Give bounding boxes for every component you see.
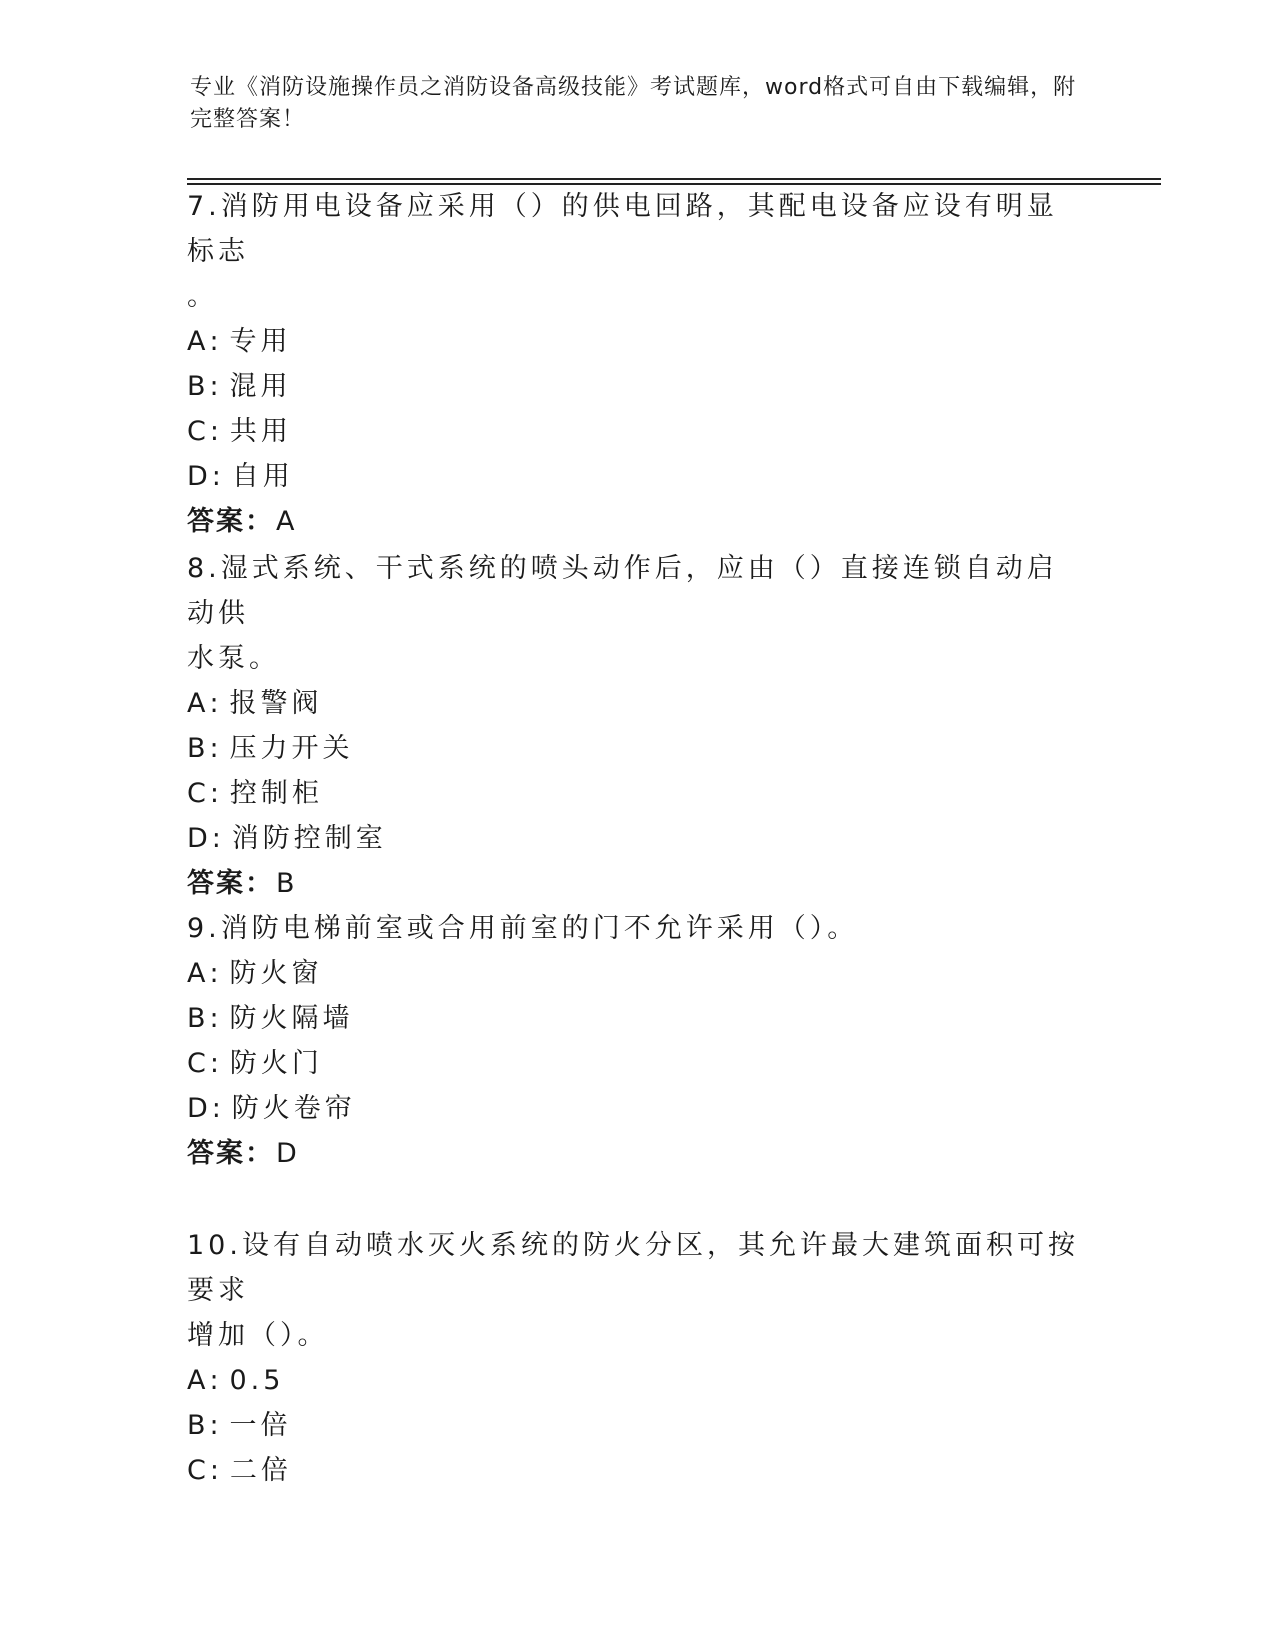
document-intro: 专业《消防设施操作员之消防设备高级技能》考试题库，word格式可自由下载编辑，附完整答案！ xyxy=(190,75,1077,132)
option-text: 防火门 xyxy=(229,1048,323,1079)
question-10 xyxy=(187,1223,1087,1493)
option-d xyxy=(187,454,1087,499)
option-separator: : xyxy=(209,778,223,809)
option-a xyxy=(187,319,1087,364)
option-c xyxy=(187,1448,1087,1493)
option-separator: : xyxy=(211,823,225,854)
answer-label: 答案： xyxy=(187,1138,274,1169)
option-separator: : xyxy=(209,1455,223,1486)
option-b xyxy=(187,726,1087,771)
option-text: 压力开关 xyxy=(229,733,354,764)
option-separator: : xyxy=(209,958,223,989)
option-separator: : xyxy=(209,1003,223,1034)
option-label: C xyxy=(187,1455,210,1486)
option-label: D xyxy=(187,823,212,854)
option-c xyxy=(187,771,1087,816)
option-separator: : xyxy=(209,416,223,447)
option-text: 一倍 xyxy=(229,1410,292,1441)
option-label: A xyxy=(187,326,210,357)
option-label: B xyxy=(187,733,210,764)
header-rule-top xyxy=(187,178,1161,180)
question-8 xyxy=(187,546,1087,906)
question-9 xyxy=(187,906,1087,1176)
option-b xyxy=(187,1403,1087,1448)
option-label: C xyxy=(187,778,210,809)
option-label: A xyxy=(187,688,210,719)
answer-value: A xyxy=(276,506,297,537)
option-label: D xyxy=(187,1093,212,1124)
option-label: B xyxy=(187,1410,210,1441)
option-b xyxy=(187,996,1087,1041)
option-text: 混用 xyxy=(229,371,292,402)
answer-line xyxy=(187,499,1087,544)
option-separator: : xyxy=(209,733,223,764)
option-a xyxy=(187,681,1087,726)
option-text: 共用 xyxy=(229,416,292,447)
question-text: 8.湿式系统、干式系统的喷头动作后，应由（）直接连锁自动启动供 xyxy=(187,553,1058,629)
answer-line xyxy=(187,1131,1087,1176)
option-label: C xyxy=(187,416,210,447)
question-text-continued: 。 xyxy=(187,281,218,312)
option-label: B xyxy=(187,1003,210,1034)
option-label: C xyxy=(187,1048,210,1079)
answer-label: 答案： xyxy=(187,506,274,537)
option-label: A xyxy=(187,1365,210,1396)
question-text-continued: 水泵。 xyxy=(187,643,280,674)
option-text: 报警阀 xyxy=(229,688,323,719)
answer-line xyxy=(187,861,1087,906)
option-text: 防火卷帘 xyxy=(231,1093,356,1124)
question-text: 7.消防用电设备应采用（）的供电回路，其配电设备应设有明显标志 xyxy=(187,191,1058,267)
option-text: 专用 xyxy=(229,326,292,357)
option-text: 消防控制室 xyxy=(231,823,387,854)
answer-value: B xyxy=(276,868,297,899)
option-text: 二倍 xyxy=(229,1455,292,1486)
question-7 xyxy=(187,184,1087,544)
question-text: 9.消防电梯前室或合用前室的门不允许采用（）。 xyxy=(187,913,859,944)
option-separator: : xyxy=(209,688,223,719)
option-text: 防火隔墙 xyxy=(229,1003,354,1034)
option-separator: : xyxy=(209,1048,223,1079)
option-c xyxy=(187,1041,1087,1086)
answer-label: 答案： xyxy=(187,868,274,899)
option-separator: : xyxy=(209,326,223,357)
answer-value: D xyxy=(276,1138,299,1169)
option-c xyxy=(187,409,1087,454)
option-a xyxy=(187,951,1087,996)
option-text: 控制柜 xyxy=(229,778,323,809)
option-separator: : xyxy=(211,461,225,492)
option-text: 自用 xyxy=(231,461,294,492)
option-a xyxy=(187,1358,1087,1403)
option-separator: : xyxy=(209,1365,223,1396)
option-separator: : xyxy=(209,371,223,402)
option-separator: : xyxy=(209,1410,223,1441)
option-text: 0.5 xyxy=(229,1365,285,1396)
question-text: 10.设有自动喷水灭火系统的防火分区，其允许最大建筑面积可按要求 xyxy=(187,1230,1079,1306)
option-text: 防火窗 xyxy=(229,958,323,989)
option-separator: : xyxy=(211,1093,225,1124)
option-d xyxy=(187,816,1087,861)
question-text-continued: 增加（）。 xyxy=(187,1320,329,1351)
option-label: D xyxy=(187,461,212,492)
option-label: B xyxy=(187,371,210,402)
option-d xyxy=(187,1086,1087,1131)
option-b xyxy=(187,364,1087,409)
option-label: A xyxy=(187,958,210,989)
